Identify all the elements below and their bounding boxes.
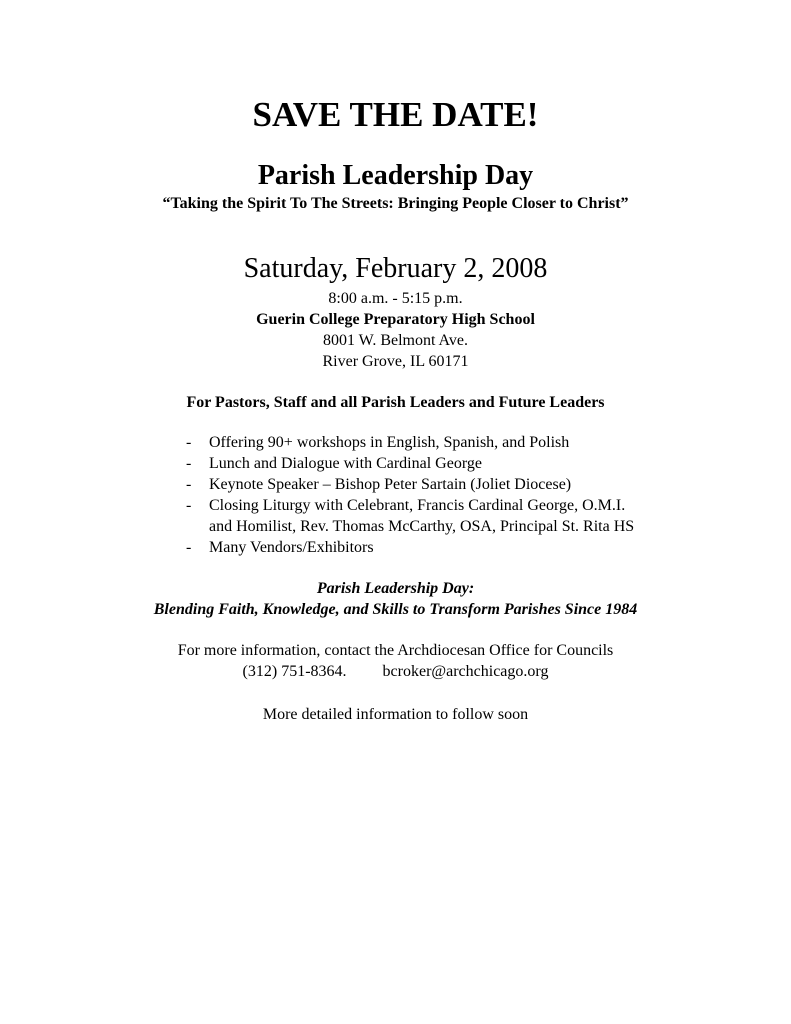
contact-line: For more information, contact the Archdiocesan Office for Councils [177, 642, 614, 659]
venue-address-line2: River Grove, IL 60171 [322, 353, 469, 370]
event-venue: Guerin College Preparatory High School [256, 311, 535, 328]
headline: SAVE THE DATE! [252, 95, 539, 134]
contact-email[interactable]: bcroker@archchicago.org [382, 663, 549, 680]
event-time: 8:00 a.m. - 5:15 p.m. [328, 290, 463, 307]
bullet-marker: - [186, 434, 192, 451]
list-item [186, 537, 746, 558]
list-item-text: Closing Liturgy with Celebrant, Francis Cardinal George, O.M.I. [209, 497, 626, 514]
contact-details [0, 661, 791, 682]
event-theme: “Taking the Spirit To The Streets: Bringing People Closer to Christ” [162, 195, 629, 212]
bullet-marker: - [186, 476, 192, 493]
list-item-text: Lunch and Dialogue with Cardinal George [209, 455, 482, 472]
list-item-text: Keynote Speaker – Bishop Peter Sartain (Joliet Diocese) [209, 476, 572, 493]
list-item [186, 474, 746, 495]
bullet-marker: - [186, 497, 192, 514]
list-item [186, 432, 746, 453]
contact-phone: (312) 751-8364. [242, 663, 347, 680]
list-item-text: and Homilist, Rev. Thomas McCarthy, OSA, Principal St. Rita HS [209, 518, 635, 535]
list-item-text: Many Vendors/Exhibitors [209, 539, 374, 556]
list-item [186, 495, 746, 516]
event-title: Parish Leadership Day [257, 160, 534, 191]
tagline-subtitle: Blending Faith, Knowledge, and Skills to Transform Parishes Since 1984 [153, 601, 638, 618]
list-item-continuation [186, 516, 746, 537]
venue-address-line1: 8001 W. Belmont Ave. [322, 332, 469, 349]
list-item [186, 453, 746, 474]
footer-note: More detailed information to follow soon [262, 706, 529, 723]
event-date: Saturday, February 2, 2008 [243, 253, 548, 284]
feature-list [186, 432, 746, 558]
tagline-title: Parish Leadership Day: [316, 580, 475, 597]
bullet-marker: - [186, 539, 192, 556]
audience-line: For Pastors, Staff and all Parish Leaders and Future Leaders [186, 394, 605, 411]
list-item-text: Offering 90+ workshops in English, Spanish, and Polish [209, 434, 570, 451]
bullet-marker: - [186, 455, 192, 472]
